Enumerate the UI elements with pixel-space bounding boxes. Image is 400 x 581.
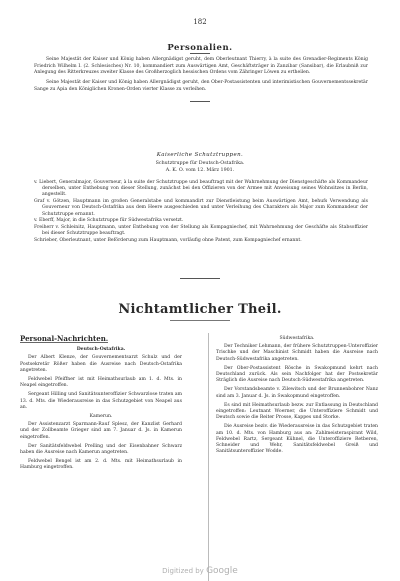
- section-divider: [180, 278, 220, 279]
- news-paragraph: Der Vorstandsbeamte v. Zilewitsch und der Brunnenbohrer Nanz sind am 3. Januar d. Js. in Swakopmund eingetroffen.: [216, 387, 378, 399]
- news-paragraph: Der Assistenzarzt Sparmann-Rauf Splesz, der Kanzlist Gerhard und der Zollbeamte Grieger sind am 7. Januar d. Js. in Kamerun eingetroffen.: [20, 422, 182, 440]
- region-heading-ostafrika: Deutsch-Ostafrika.: [76, 347, 126, 353]
- google-logo: Google: [206, 566, 238, 576]
- news-paragraph: Es sind mit Heimathsurlaub bezw. zur Entlassung in Deutschland eingetroffen: Leutnant Woerner, die Unteroffiziere Schmidt und Deutsch sowie die Reiter Prosse, Kappes und Storke.: [216, 402, 378, 421]
- page-number: 182: [193, 18, 207, 26]
- right-column: [216, 336, 378, 458]
- schutztruppe-heading: Kaiserliche Schutztruppen.: [156, 152, 244, 158]
- section-divider: [190, 101, 210, 102]
- section-title-personalien: Personalien.: [167, 43, 233, 53]
- personalien-paragraph-2: Seine Majestät der Kaiser und König haben Allergnädigst geruht, den Ober-Postassistenten und interimistischen Gouvernementssekretär Sange zu Apia den Königlichen Kronen-Orden vierter Klasse zu verleihen.: [34, 80, 368, 92]
- column-divider: [208, 333, 209, 581]
- news-paragraph: Der Ober-Postassistent Rösche in Swakopmund kehrt nach Deutschland zurück. Als sein Nachfolger hat der Postsekretär Sträglich die Ausreise nach Deutsch-Südwestafrika angetreten.: [216, 365, 378, 384]
- schutztruppe-entries: [34, 180, 368, 245]
- schutztruppe-subheading: Schutztruppe für Deutsch-Ostafrika.: [155, 161, 245, 166]
- personal-nachrichten-heading: Personal-Nachrichten.: [20, 334, 109, 343]
- news-paragraph: Der Techniker Lehmann, der frühere Schutztruppen-Unteroffizier Trischke und der Maschinist Schmidt haben die Ausreise nach Deutsch-Südwestafrika angetreten.: [216, 344, 378, 362]
- region-heading-kamerun: Kamerun.: [89, 414, 113, 420]
- region-heading-suedwestafrika: Südwestafrika.: [279, 336, 315, 341]
- schutztruppe-entry: Graf v. Götzen, Hauptmann im großen Generalstabe und kommandirt zur Dienstleistung beim Auswärtigen Amt, behufs Verwendung als Gouverneur von Deutsch-Ostafrika aus dem Heere ausgeschieden und unter Verleihung des Charakters als Major zum Kommandeur der Schutztruppe ernannt.: [34, 199, 368, 217]
- news-paragraph: Feldwebel Bengel ist am 2. d. Mts. mit Heimathsurlaub in Hamburg eingetroffen.: [20, 459, 182, 471]
- news-paragraph: Feldwebel Pfeiffner ist mit Heimathsurlaub am 1. d. Mts. in Neapel eingetroffen.: [20, 377, 182, 389]
- schutztruppe-entry: v. Eberff, Major, in die Schutztruppe für Südwestafrika versetzt.: [34, 218, 184, 224]
- title-underline: [190, 53, 210, 54]
- section-title-nichtamtlicher: Nichtamtlicher Theil.: [118, 302, 282, 317]
- schutztruppe-dateline: A. K. O. vom 12. März 1901.: [165, 168, 235, 173]
- news-paragraph: Die Ausreise beziv. die Wiederausreise in das Schutzgebiet traten am 10. d. Mts. von Hamburg aus an: Zahlmeisteraspirant Wild, Feldwebel Rartz, Sergeant Kühnel, die Unteroffiziere Retberen, Schneider und Wehr, Sanitätsfeldwebel Greiß und Sanitätsunteroffizier Wodde.: [216, 424, 378, 455]
- schutztruppe-entry: v. Liebert, Generalmajor, Gouverneur, à la suite der Schutztruppe und beauftragt mit der Wahrnehmung der Dienstgeschäfte als Kommandeur derselben, unter Enthebung von dieser Stellung, zunächst bei den Offizieren von der Armee mit Anweisung seines Wohnsitzes in Berlin, angestellt.: [34, 180, 368, 198]
- schutztruppe-entry: Schrieber, Oberleutnant, unter Beförderung zum Hauptmann, vorläufig ohne Patent, zum Kompagniechef ernannt.: [34, 237, 302, 243]
- title-underline: [170, 320, 230, 321]
- left-column: [20, 336, 182, 475]
- news-paragraph: Der Albert Klenze, der Gouvernementsarzt Schulz und der Postsekretär Rößer haben die Ausreise nach Deutsch-Ostafrika angetreten.: [20, 355, 182, 373]
- digitized-watermark: [0, 566, 400, 576]
- personalien-paragraph-1: Seine Majestät der Kaiser und König haben Allergnädigst geruht, dem Oberleutnant Thierry, à la suite des Grenadier-Regiments König Friedrich Wilhelm I. (2. Schlesisches) Nr. 10, kommandiert zum Auswärtigen Amt, Geschäftsträger in Zanzibar (Sansibar), die Erlaubniß zur Anlegung des Ritterkreuzes zweiter Klasse des Großherzoglich hessischen Ordens vom Zähringer Löwen zu ertheilen.: [34, 57, 368, 75]
- schutztruppe-entry: Freiherr v. Schleinitz, Hauptmann, unter Enthebung von der Stellung als Kompagniechef, mit Wahrnehmung der Geschäfte als Stabsoffizier bei dieser Schutztruppe beauftragt.: [34, 224, 368, 237]
- news-paragraph: Sergeant Hilling und Sanitätsunteroffizier Schwarzlose traten am 13. d. Mts. die Wiederausreise in das Schutzgebiet von Neapel aus an.: [20, 392, 182, 410]
- watermark-prefix: Digitized by: [162, 567, 204, 575]
- news-paragraph: Der Sanitätsfeldwebel Prelling und der Eisenbahner Schwarz haben die Ausreise nach Kamerun angetreten.: [20, 443, 182, 456]
